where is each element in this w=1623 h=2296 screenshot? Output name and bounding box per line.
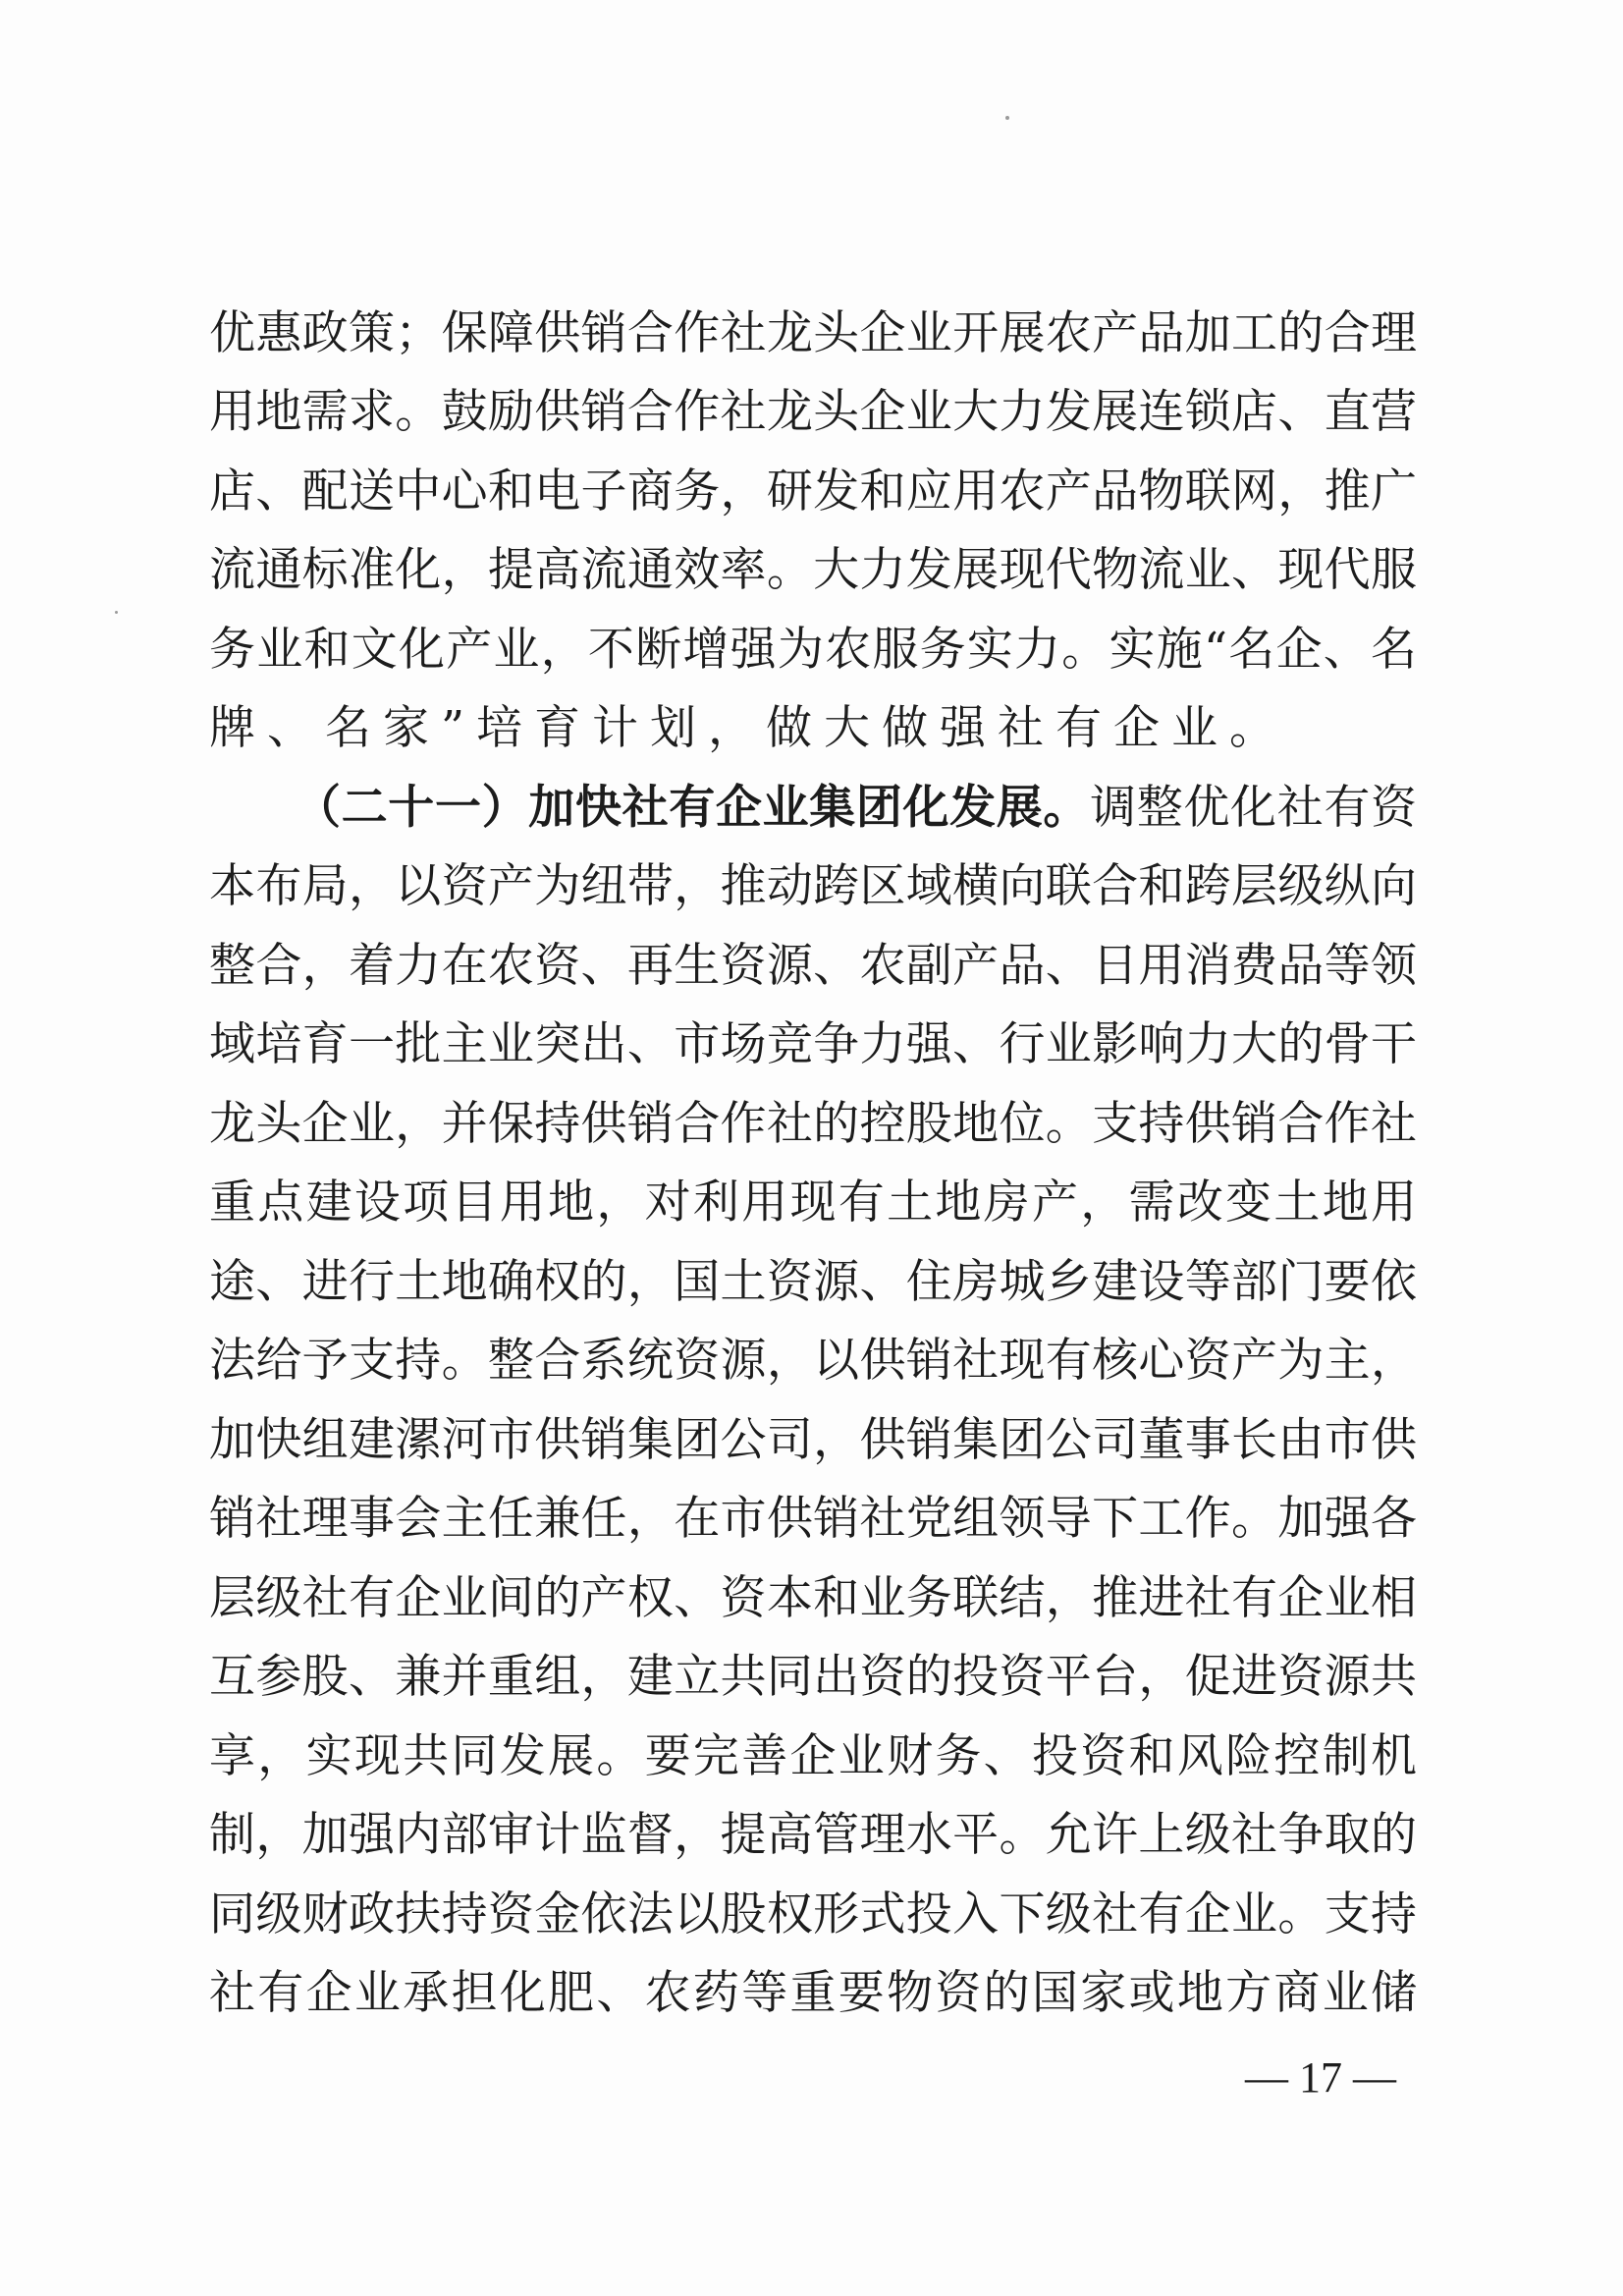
text-line: 销社理事会主任兼任，在市供销社党组领导下工作。加强各 <box>209 1492 1417 1546</box>
heading-line-text: 调整优化社有资 <box>1090 781 1418 835</box>
text-line: 加快组建漯河市供销集团公司，供销集团公司董事长由市供 <box>209 1413 1417 1467</box>
text-line: 同级财政扶持资金依法以股权形式投入下级社有企业。支持 <box>209 1887 1417 1941</box>
section-heading-line <box>295 769 1417 847</box>
text-line: 牌、名家”培育计划，做大做强社有企业。 <box>209 701 1288 755</box>
text-line: 层级社有企业间的产权、资本和业务联结，推进社有企业相 <box>209 1571 1417 1625</box>
text-line: 社有企业承担化肥、农药等重要物资的国家或地方商业储 <box>209 1966 1417 2020</box>
text-line: 途、进行土地确权的，国土资源、住房城乡建设等部门要依 <box>209 1255 1417 1309</box>
text-line: 优惠政策；保障供销合作社龙头企业开展农产品加工的合理 <box>209 306 1417 360</box>
text-line: 本布局，以资产为纽带，推动跨区域横向联合和跨层级纵向 <box>209 859 1417 913</box>
text-line: 用地需求。鼓励供销合作社龙头企业大力发展连锁店、直营 <box>209 385 1417 439</box>
text-line: 务业和文化产业，不断增强为农服务实力。实施“名企、名 <box>209 623 1417 677</box>
text-line: 享，实现共同发展。要完善企业财务、投资和风险控制机 <box>209 1729 1417 1783</box>
scan-speck <box>115 611 118 614</box>
text-line: 重点建设项目用地，对利用现有土地房产，需改变土地用 <box>209 1175 1417 1230</box>
text-line: 流通标准化，提高流通效率。大力发展现代物流业、现代服 <box>209 543 1417 597</box>
text-line: 店、配送中心和电子商务，研发和应用农产品物联网，推广 <box>209 465 1417 519</box>
text-line: 域培育一批主业突出、市场竞争力强、行业影响力大的骨干 <box>209 1017 1417 1071</box>
text-line: 法给予支持。整合系统资源，以供销社现有核心资产为主， <box>209 1334 1417 1388</box>
page-number: — 17 — <box>1245 2053 1396 2102</box>
text-line: 互参股、兼并重组，建立共同出资的投资平台，促进资源共 <box>209 1650 1417 1704</box>
text-line: 龙头企业，并保持供销合作社的控股地位。支持供销合作社 <box>209 1097 1417 1151</box>
text-line: 制，加强内部审计监督，提高管理水平。允许上级社争取的 <box>209 1808 1417 1862</box>
text-line: 整合，着力在农资、再生资源、农副产品、日用消费品等领 <box>209 939 1417 993</box>
scan-speck <box>1005 116 1009 120</box>
section-heading: （二十一）加快社有企业集团化发展。 <box>295 781 1091 835</box>
